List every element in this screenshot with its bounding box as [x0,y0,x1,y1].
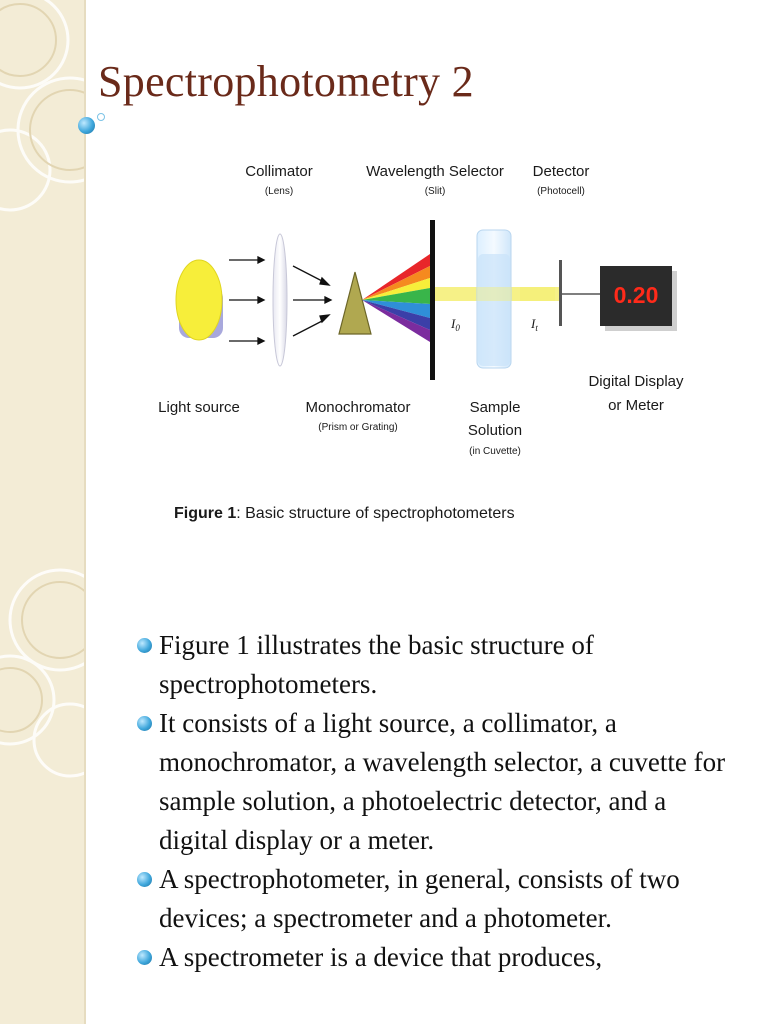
collimator-sublabel: (Lens) [264,186,294,197]
collimator-label: Collimator [245,163,313,180]
sample-sublabel: (in Cuvette) [469,446,521,457]
caption-text: : Basic structure of spectrophotometers [236,505,515,522]
title-ring-icon [97,113,105,121]
bullet-text: A spectrometer is a device that produces, [159,942,603,972]
figure-caption [174,505,515,522]
detector-photocell [559,260,562,326]
bullet-list [131,626,741,977]
collimator-lens [273,234,287,366]
source-arrows [229,257,264,344]
bullet-item [131,938,741,977]
sidebar-divider [84,0,86,1024]
decorative-sidebar [0,0,84,1024]
wavelength-selector-label: Wavelength Selector [366,163,504,180]
converging-arrows [293,266,331,336]
bullet-text: A spectrophotometer, in general, consists of two devices; a spectrometer and a photometer. [159,864,680,933]
bullet-orb-icon [137,638,152,653]
sidebar-swirl-decoration [0,0,84,1024]
display-label-line2: or Meter [608,397,664,414]
caption-bold: Figure 1 [174,505,237,522]
light-source-label: Light source [158,399,240,416]
monochromator-sublabel: (Prism or Grating) [318,422,398,433]
wavelength-selector-sublabel: (Slit) [424,186,446,197]
sample-solution [478,254,510,366]
spectrum-fan [362,254,430,342]
detector-sublabel: (Photocell) [537,186,585,197]
bullet-orb-icon [137,872,152,887]
monochromator-prism [339,272,371,334]
bullet-item [131,704,741,860]
detector-label: Detector [532,163,590,180]
bullet-orb-icon [137,716,152,731]
sample-label-line1: Sample [469,399,521,416]
bullet-text: Figure 1 illustrates the basic structure of spectrophotometers. [159,630,594,699]
bullet-item [131,626,741,704]
slide-title: Spectrophotometry 2 [98,57,474,106]
beam-through-sample [477,287,511,301]
spectrophotometer-diagram [150,150,710,540]
bullet-item [131,860,741,938]
transmitted-intensity-label: $I_t$ [531,316,538,333]
meter-reading: 0.20 [613,282,659,308]
title-orb-icon [78,117,95,134]
light-beam-transmitted [520,287,560,301]
wavelength-selector-slit [430,220,435,380]
bullet-orb-icon [137,950,152,965]
monochromator-label: Monochromator [305,399,411,416]
light-source-bulb [176,260,222,340]
bullet-text: It consists of a light source, a collimator, a monochromator, a wavelength selector, a cuvette for sample solution, a photoelectric detector, and a digital display or a meter. [159,708,726,855]
sample-label-line2: Solution [467,422,523,439]
incident-intensity-label: $I_0$ [451,316,460,333]
display-label-line1: Digital Display [588,373,684,390]
